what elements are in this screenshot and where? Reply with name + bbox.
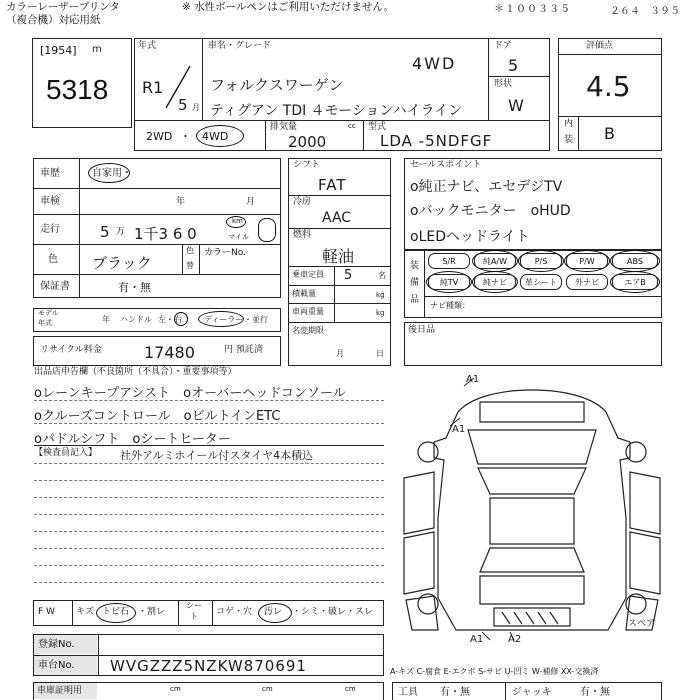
mileage-unit-mile: マイル: [228, 233, 249, 241]
damage-mark-side: A1: [452, 424, 466, 435]
inspector-label: 【検査員記入】: [34, 448, 98, 458]
equip-leather-seat: 革シート: [520, 274, 562, 290]
equip-power-windows: P/W: [566, 253, 608, 269]
drive-4wd: 4WD: [202, 130, 229, 143]
door-count: 5: [508, 56, 519, 75]
reg-no-label: 登録No.: [34, 635, 97, 654]
recycle-unit: 円 預託済: [224, 345, 263, 355]
seat-label-2: ト: [190, 612, 198, 621]
equipment-label-1: 装: [410, 261, 420, 271]
inspector-note: 社外アルミホイール付スタイヤ4本積込: [120, 449, 314, 462]
equip-abs-circle: [610, 250, 660, 272]
equip-power-windows-circle: [564, 250, 610, 272]
capacity-value: 5: [344, 268, 353, 283]
repaint-label-1: 色: [186, 246, 194, 255]
aftermarket-label: 後日品: [408, 325, 436, 335]
equip-genuine-navi-circle: [472, 271, 518, 293]
cert-cm-1: cm: [170, 685, 181, 693]
equip-genuine-navi: 純ナビ: [474, 274, 516, 290]
fw-label: F W: [38, 607, 55, 617]
warranty-label: 保証書: [40, 281, 70, 292]
equip-genuine-aw: 純A/W: [474, 253, 516, 269]
shift-value: FAT: [318, 176, 347, 194]
door-label: ドア: [494, 41, 512, 51]
equip-genuine-tv: 純TV: [428, 274, 470, 290]
capacity-label: 乗車定員: [292, 270, 324, 279]
printer-note-line1: カラーレーザープリンタ: [6, 1, 120, 13]
damage-mark-rear-1: A1: [470, 634, 484, 645]
maker-name: フォルクスワーゲン: [210, 76, 344, 94]
note-line-3: oパドルシフト oシートヒーター: [34, 432, 231, 447]
inspection-label: 車検: [40, 196, 60, 207]
rock-chip-circle: [96, 603, 136, 623]
ac-label: 冷房: [293, 197, 312, 207]
model-year-label-2: 年式: [38, 319, 52, 327]
expiry-label: 名変期限: [292, 326, 324, 335]
equip-genuine-tv-circle: [426, 271, 472, 293]
name-label: 車名・グレード: [208, 41, 272, 51]
mileage-man-unit: 万: [116, 227, 126, 237]
note-line-1: oレーンキープアシスト oオーバーヘッドコンソール: [34, 386, 346, 401]
displacement-unit: cc: [348, 122, 356, 130]
color-label: 色: [48, 254, 58, 265]
warranty-value: 有・無: [118, 281, 151, 294]
mileage-unit-km: km: [232, 217, 243, 225]
year-value: R1: [142, 78, 164, 97]
tools-label: 工具: [398, 687, 418, 698]
capacity-unit: 名: [378, 271, 386, 280]
mark-dirt: 汚レ: [264, 607, 283, 617]
model-year-label-1: モデル: [38, 309, 59, 317]
displacement-value: 2000: [288, 133, 327, 151]
load-label: 積載量: [292, 289, 316, 298]
color-no-label: カラーNo.: [204, 248, 246, 258]
year-slash-icon: [160, 64, 194, 110]
model-year-unit: 年: [102, 315, 110, 324]
weight-label: 車両重量: [292, 307, 324, 316]
cert-cm-2: cm: [262, 685, 273, 693]
mark-rock-chip: トビ石: [102, 607, 130, 617]
damage-mark-front: A1: [466, 374, 480, 385]
equip-airbag-circle: [610, 271, 660, 293]
mark-scratch: キズ: [76, 607, 94, 617]
shape-label: 形状: [494, 79, 513, 89]
mark-crack: ・割レ: [138, 607, 166, 617]
drive-note: 4WD: [412, 54, 457, 73]
handle-value: 左・右: [158, 315, 182, 324]
dealer-label: ディーラー: [204, 315, 244, 324]
sales-point-2: oバックモニター oHUD: [410, 203, 571, 219]
printer-note-line2: （複合機）対応用紙: [6, 14, 101, 26]
handle-right-circle: [174, 312, 188, 326]
sales-point-1: o純正ナビ、エセデジTV: [410, 179, 563, 195]
damage-legend: A-キズ C-腐食 E-エクボ S-サビ U-凹ミ W-補修 XX-交換済: [390, 667, 599, 676]
type-label: 型式: [368, 122, 387, 132]
cert-cm-3: cm: [345, 685, 356, 693]
damage-mark-rear-2: A2: [508, 634, 522, 645]
shift-label: シフト: [293, 160, 321, 170]
mark-stain: ・シミ・破レ・スレ: [292, 607, 374, 617]
recycle-value: 17480: [144, 343, 195, 362]
model-code: LDA -5NDFGF: [380, 132, 493, 150]
shape-value: W: [508, 96, 524, 115]
equip-genuine-aw-circle: [472, 250, 518, 272]
equip-abs: ABS: [612, 253, 658, 269]
mileage-rest: 1千3 6 0: [134, 225, 197, 243]
dirt-circle: [258, 603, 292, 623]
vin-value: WVGZZZ5NZKW870691: [110, 657, 307, 675]
mileage-km-circle: [226, 216, 246, 228]
history-private-circle: [88, 163, 130, 183]
navi-type-label: ナビ種類：: [430, 301, 470, 310]
serial-number: ＊１００３３５: [494, 4, 571, 15]
dealer-circle: [198, 311, 244, 327]
lot-tag: [1954]: [40, 44, 77, 57]
inspection-year-unit: 年: [176, 197, 186, 207]
mileage-man: 5: [100, 223, 110, 241]
recycle-label: リサイクル料金: [40, 345, 102, 355]
mileage-box-mark: [258, 218, 276, 242]
vin-label: 車台No.: [34, 656, 97, 675]
drive-4wd-circle: [196, 125, 244, 147]
note-line-2: oクルーズコントロール oビルトインETC: [34, 409, 281, 424]
parallel-label: ・並行: [244, 315, 268, 324]
interior-label-2: 装: [564, 135, 574, 145]
score-value: 4.5: [586, 70, 631, 103]
handle-label: ハンドル: [120, 315, 152, 324]
equip-aftermarket-navi: 外ナビ: [566, 274, 608, 290]
aftermarket-box: [404, 322, 662, 366]
fuel-label: 燃料: [293, 230, 312, 240]
car-damage-diagram: [398, 368, 666, 653]
month-unit: 月: [192, 103, 200, 112]
load-unit: kg: [376, 291, 385, 299]
equip-airbag: エアB: [612, 274, 658, 290]
expiry-day: 日: [376, 349, 384, 358]
history-label: 車歴: [40, 168, 60, 179]
inspection-month-unit: 月: [246, 197, 256, 207]
notes-label: 出品店申告欄（不良箇所（不具合）・重要事項等）: [34, 367, 237, 377]
spare-label: スペア: [628, 619, 656, 629]
tools-value: 有・無: [440, 687, 470, 698]
month-value: 5: [178, 96, 188, 114]
equipment-label-2: 備: [410, 278, 420, 288]
model-grade: ティグアン TDI ４モーションハイライン: [210, 103, 463, 119]
equip-sunroof: S/R: [428, 253, 470, 269]
year-label: 年式: [138, 41, 157, 51]
ac-value: AAC: [322, 210, 352, 226]
equip-power-steering-circle: [518, 250, 564, 272]
garage-cert-label: 車庫証明用: [34, 683, 97, 699]
mileage-label: 走行: [40, 224, 60, 235]
serial-handwritten: ２６４ ３９５: [610, 6, 680, 17]
drive-2wd: 2WD: [146, 130, 173, 143]
mark-burns: コゲ・穴: [216, 607, 253, 617]
drive-separator: ・: [180, 130, 191, 143]
fuel-value: 軽油: [322, 247, 355, 266]
repaint-label-2: 替: [186, 261, 194, 270]
displacement-label: 排気量: [270, 122, 298, 132]
weight-unit: kg: [376, 309, 385, 317]
jack-value: 有・無: [580, 687, 610, 698]
equip-power-steering: P/S: [520, 253, 562, 269]
equipment-label-3: 品: [410, 295, 420, 305]
jack-label: ジャッキ: [512, 687, 552, 698]
history-options: 自家用・: [92, 168, 132, 179]
pen-notice: ※ 水性ボールペンはご利用いただけません。: [182, 1, 395, 13]
seat-label-1: シー: [186, 601, 202, 610]
lot-tag-suffix: m: [92, 44, 102, 55]
lot-number: 5318: [46, 74, 109, 105]
interior-label-1: 内: [564, 119, 574, 129]
sales-points-label: セールスポイント: [410, 160, 482, 170]
color-value: ブラック: [92, 254, 152, 272]
sales-point-3: oLEDヘッドライト: [410, 229, 530, 245]
interior-value: B: [604, 124, 615, 143]
expiry-month: 月: [336, 349, 344, 358]
score-label: 評価点: [586, 41, 614, 51]
